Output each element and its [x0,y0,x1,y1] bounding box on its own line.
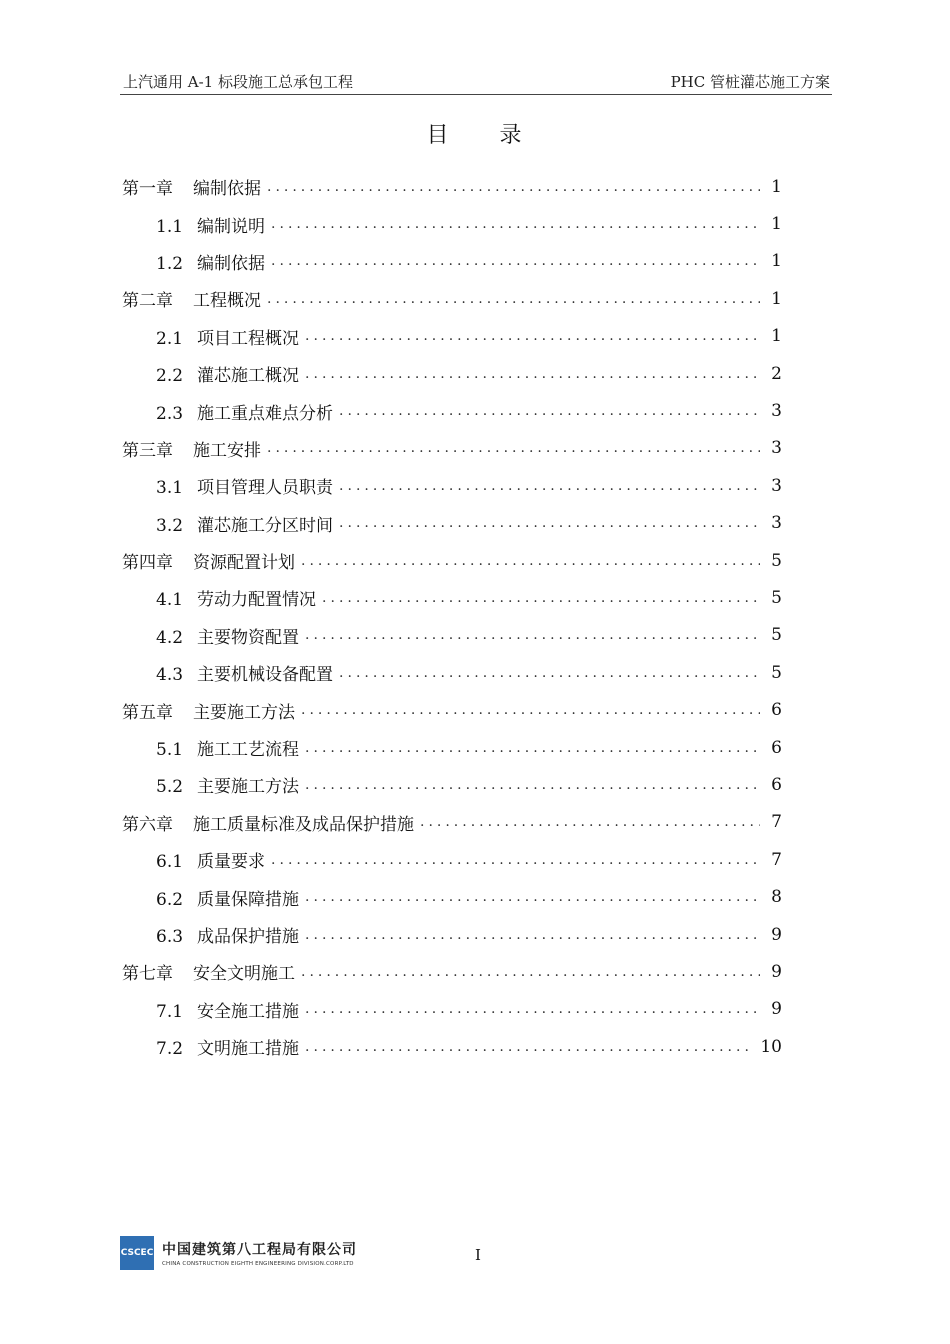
toc-section-entry[interactable] [122,766,782,803]
toc-entry-title: 施工工艺流程 [197,740,300,761]
toc-dot-leader [305,927,760,943]
toc-entry-number: 2.1 [156,328,184,349]
toc-entry-number: 4.1 [156,590,184,611]
toc-dot-leader [339,665,760,681]
toc-chapter-entry[interactable] [122,280,782,317]
toc-dot-leader [322,590,760,606]
toc-entry-label [156,660,339,685]
page-number: I [475,1246,481,1264]
toc-entry-label [156,772,305,797]
table-of-contents [122,168,782,1065]
toc-entry-label [122,959,301,984]
toc-dot-leader [305,889,760,905]
toc-chapter-entry[interactable] [122,804,782,841]
toc-entry-title: 项目工程概况 [197,328,300,349]
toc-chapter-entry[interactable] [122,430,782,467]
toc-entry-number: 2.2 [156,366,184,387]
toc-entry-page: 9 [771,961,782,982]
toc-entry-label [156,585,322,610]
toc-section-entry[interactable] [122,654,782,691]
toc-entry-page: 3 [771,513,782,534]
toc-entry-number: 2.3 [156,403,184,424]
toc-entry-page: 9 [771,999,782,1020]
toc-entry-page: 1 [771,176,782,197]
logo-text [162,1239,357,1267]
toc-entry-number: 6.3 [156,927,184,947]
toc-entry-page: 5 [771,550,782,571]
toc-entry-page: 3 [771,401,782,422]
toc-entry-number: 3.1 [156,478,184,499]
toc-entry-number: 5.2 [156,777,184,798]
toc-entry-title: 施工质量标准及成品保护措施 [193,814,414,835]
toc-entry-label [156,1034,305,1059]
toc-dot-leader [271,216,760,232]
toc-section-entry[interactable] [122,355,782,392]
toc-section-entry[interactable] [122,878,782,915]
page-header [123,66,830,92]
toc-chapter-entry[interactable] [122,953,782,990]
toc-entry-title: 成品保护措施 [197,927,300,947]
toc-entry-number: 3.2 [156,515,184,536]
toc-dot-leader [305,1001,760,1017]
toc-entry-title: 安全施工措施 [197,1001,300,1022]
toc-entry-title: 工程概况 [193,291,261,312]
toc-entry-number: 第六章 [122,814,173,835]
toc-entry-page: 10 [760,1036,782,1057]
toc-chapter-entry[interactable] [122,168,782,205]
toc-title: 目 录 [426,123,544,148]
toc-dot-leader [301,964,760,980]
toc-entry-page: 1 [771,214,782,235]
toc-entry-label [122,810,420,835]
toc-entry-title: 施工重点难点分析 [197,403,334,424]
toc-entry-label [156,511,339,536]
toc-entry-number: 1.1 [156,216,184,237]
toc-section-entry[interactable] [122,505,782,542]
toc-entry-page: 3 [771,438,782,459]
toc-entry-title: 主要机械设备配置 [197,665,334,686]
toc-dot-leader [305,1039,752,1055]
toc-entry-title: 项目管理人员职责 [197,478,334,499]
toc-section-entry[interactable] [122,392,782,429]
toc-entry-number: 7.1 [156,1001,184,1022]
toc-entry-label [156,473,339,498]
cscec-logo-icon: CSCEC [120,1236,154,1270]
toc-dot-leader [339,515,760,531]
toc-section-entry[interactable] [122,205,782,242]
toc-entry-label [156,847,271,872]
toc-entry-label [122,286,267,311]
toc-entry-title: 资源配置计划 [193,553,295,574]
toc-dot-leader [305,627,760,643]
toc-entry-label [156,361,305,386]
toc-entry-title: 劳动力配置情况 [197,590,317,611]
toc-entry-page: 8 [771,887,782,908]
toc-dot-leader [305,328,760,344]
toc-dot-leader [271,852,760,868]
toc-entry-label [122,548,301,573]
toc-section-entry[interactable] [122,1028,782,1065]
company-logo [120,1236,357,1270]
toc-entry-page: 7 [771,812,782,833]
toc-entry-page: 5 [771,662,782,683]
toc-entry-title: 质量保障措施 [197,889,300,910]
toc-entry-label [122,698,301,723]
toc-entry-label [156,212,271,237]
toc-dot-leader [305,777,760,793]
toc-section-entry[interactable] [122,617,782,654]
toc-entry-title: 主要施工方法 [193,702,295,723]
toc-entry-number: 第七章 [122,964,173,985]
toc-entry-page: 1 [771,251,782,272]
toc-entry-label [156,997,305,1022]
toc-entry-number: 4.2 [156,627,184,648]
toc-entry-number: 第二章 [122,291,173,312]
header-document-title: PHC 管桩灌芯施工方案 [670,73,830,91]
toc-dot-leader [339,403,760,419]
toc-section-entry[interactable] [122,841,782,878]
toc-dot-leader [420,814,760,830]
toc-section-entry[interactable] [122,991,782,1028]
toc-dot-leader [267,179,760,195]
toc-entry-page: 6 [771,737,782,758]
toc-section-entry[interactable] [122,916,782,953]
toc-entry-number: 4.3 [156,665,184,686]
toc-entry-page: 5 [771,625,782,646]
toc-dot-leader [267,440,760,456]
toc-entry-number: 7.2 [156,1039,184,1060]
toc-dot-leader [301,702,760,718]
toc-entry-number: 第五章 [122,702,173,723]
toc-entry-title: 质量要求 [197,852,266,873]
toc-section-entry[interactable] [122,729,782,766]
header-divider [120,94,832,95]
toc-entry-label [122,436,267,461]
toc-entry-title: 编制依据 [193,179,261,200]
toc-entry-label [156,249,271,274]
toc-entry-page: 1 [771,288,782,309]
toc-entry-page: 3 [771,475,782,496]
logo-company-name-cn: 中国建筑第八工程局有限公司 [162,1242,357,1258]
toc-entry-label [156,623,305,648]
toc-entry-number: 6.1 [156,852,184,873]
toc-entry-label [156,885,305,910]
toc-entry-title: 文明施工措施 [197,1039,300,1060]
toc-entry-page: 6 [771,774,782,795]
toc-entry-title: 编制说明 [197,216,266,237]
toc-entry-label [156,735,305,760]
toc-entry-page: 9 [771,924,782,945]
toc-section-entry[interactable] [122,243,782,280]
header-project-title: 上汽通用 A-1 标段施工总承包工程 [123,73,353,91]
toc-entry-number: 5.1 [156,740,184,761]
toc-chapter-entry[interactable] [122,542,782,579]
toc-entry-title: 灌芯施工分区时间 [197,515,334,536]
toc-entry-label [122,174,267,199]
toc-entry-title: 灌芯施工概况 [197,366,300,387]
toc-chapter-entry[interactable] [122,691,782,728]
toc-entry-label [156,399,339,424]
logo-company-name-en: CHINA CONSTRUCTION EIGHTH ENGINEERING DIVISION.CORP.LTD [162,1261,354,1267]
toc-entry-number: 第四章 [122,553,173,574]
toc-dot-leader [267,291,760,307]
toc-dot-leader [305,366,760,382]
toc-section-entry[interactable] [122,467,782,504]
page-footer [120,1236,830,1276]
toc-entry-number: 1.2 [156,253,184,274]
toc-dot-leader [339,478,760,494]
toc-dot-leader [305,740,760,756]
toc-entry-number: 第一章 [122,179,173,200]
toc-entry-page: 2 [771,363,782,384]
toc-dot-leader [301,553,760,569]
toc-entry-title: 主要物资配置 [197,627,300,648]
toc-entry-title: 施工安排 [193,440,261,461]
toc-entry-page: 1 [771,326,782,347]
toc-entry-title: 编制依据 [197,253,266,274]
toc-entry-page: 5 [771,587,782,608]
toc-section-entry[interactable] [122,318,782,355]
toc-entry-title: 安全文明施工 [193,964,295,985]
toc-section-entry[interactable] [122,579,782,616]
toc-entry-page: 6 [771,700,782,721]
toc-entry-number: 6.2 [156,889,184,910]
toc-entry-page: 7 [771,849,782,870]
toc-entry-title: 主要施工方法 [197,777,300,798]
toc-entry-label [156,324,305,349]
toc-entry-number: 第三章 [122,440,173,461]
toc-dot-leader [271,253,760,269]
toc-entry-label [156,922,305,947]
